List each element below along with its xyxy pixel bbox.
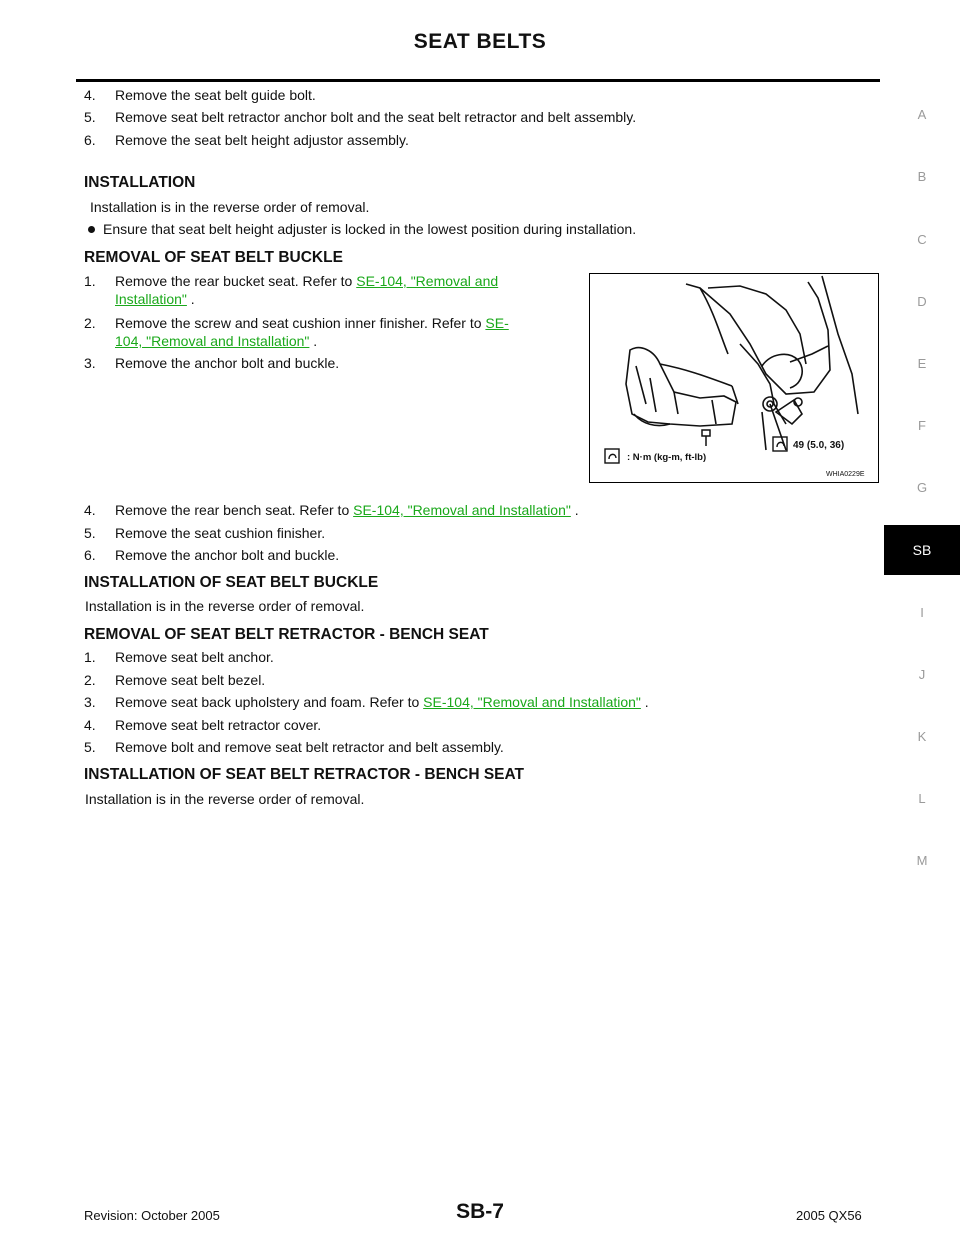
side-tab-b[interactable]: B: [917, 169, 927, 184]
section-heading-removal-buckle: REMOVAL OF SEAT BELT BUCKLE: [84, 249, 343, 266]
section-heading-removal-retractor: REMOVAL OF SEAT BELT RETRACTOR - BENCH SEAT: [84, 626, 489, 643]
link-se-104[interactable]: SE-104, "Removal and: [356, 273, 499, 289]
section-heading-installation-buckle: INSTALLATION OF SEAT BELT BUCKLE: [84, 574, 379, 591]
side-tab-d[interactable]: D: [917, 294, 927, 309]
side-tab-l[interactable]: L: [918, 791, 926, 806]
illustration-figure: [589, 273, 879, 483]
step-item-continued: Installation" .: [115, 291, 195, 307]
torque-value: 49 (5.0, 36): [793, 440, 845, 451]
step-item: 4. Remove seat belt retractor cover.: [84, 717, 322, 733]
bullet-icon: [88, 226, 95, 233]
step-item: 1. Remove seat belt anchor.: [84, 649, 274, 665]
torque-legend: : N·m (kg-m, ft-lb): [627, 452, 707, 463]
section-index-tabs: [884, 0, 960, 1242]
side-tab-c[interactable]: C: [917, 232, 927, 247]
step-item: 5. Remove seat belt retractor anchor bolt and the seat belt retractor and belt assembly.: [84, 109, 637, 125]
step-item: 6. Remove the anchor bolt and buckle.: [84, 547, 340, 563]
link-se-104[interactable]: SE-: [485, 315, 509, 331]
step-item: 2. Remove seat belt bezel.: [84, 672, 266, 688]
section-heading-installation-retractor: INSTALLATION OF SEAT BELT RETRACTOR - BENCH SEAT: [84, 766, 525, 783]
footer-page-number: SB-7: [456, 1200, 504, 1223]
figure-code: WHIA0229E: [826, 471, 865, 478]
installation-buckle-text: Installation is in the reverse order of removal.: [85, 598, 365, 614]
step-item: 5. Remove bolt and remove seat belt retractor and belt assembly.: [84, 739, 504, 755]
step-item: 4. Remove the seat belt guide bolt.: [84, 87, 316, 103]
installation-retractor-text: Installation is in the reverse order of removal.: [85, 791, 365, 807]
step-item: 3. Remove seat back upholstery and foam. Refer to SE-104, "Removal and Installation" .: [84, 694, 649, 710]
footer-revision: Revision: October 2005: [84, 1208, 220, 1223]
side-tab-sb[interactable]: SB: [884, 525, 960, 575]
side-tab-m[interactable]: M: [916, 853, 928, 868]
side-tab-e[interactable]: E: [917, 356, 927, 371]
installation-bullet: Ensure that seat belt height adjuster is locked in the lowest position during installation.: [88, 221, 636, 237]
side-tab-i[interactable]: I: [920, 605, 924, 620]
step-item: 1. Remove the rear bucket seat. Refer to SE-104, "Removal and: [84, 273, 499, 289]
link-se-104-cont[interactable]: 104, "Removal and Installation": [115, 333, 310, 349]
side-tab-a[interactable]: A: [917, 107, 927, 122]
step-item-continued: 104, "Removal and Installation" .: [115, 333, 318, 349]
link-se-104[interactable]: SE-104, "Removal and Installation": [423, 694, 641, 710]
side-tab-k[interactable]: K: [917, 729, 927, 744]
step-item: 6. Remove the seat belt height adjustor assembly.: [84, 132, 409, 148]
installation-text: Installation is in the reverse order of removal.: [90, 199, 370, 215]
header-rule: [76, 79, 880, 82]
link-se-104-cont[interactable]: Installation": [115, 291, 187, 307]
side-tab-f[interactable]: F: [918, 418, 926, 433]
step-item: 2. Remove the screw and seat cushion inner finisher. Refer to SE-: [84, 315, 509, 331]
step-item: 3. Remove the anchor bolt and buckle.: [84, 355, 340, 371]
side-tab-j[interactable]: J: [918, 667, 926, 682]
footer-model: 2005 QX56: [796, 1208, 862, 1223]
step-item: 4. Remove the rear bench seat. Refer to SE-104, "Removal and Installation" .: [84, 502, 579, 518]
seat-belt-buckle-illustration: [590, 274, 878, 482]
link-se-104[interactable]: SE-104, "Removal and Installation": [353, 502, 571, 518]
section-heading-installation: INSTALLATION: [84, 174, 196, 191]
step-item: 5. Remove the seat cushion finisher.: [84, 525, 326, 541]
side-tab-g[interactable]: G: [916, 480, 928, 495]
page-title: SEAT BELTS: [413, 30, 547, 53]
